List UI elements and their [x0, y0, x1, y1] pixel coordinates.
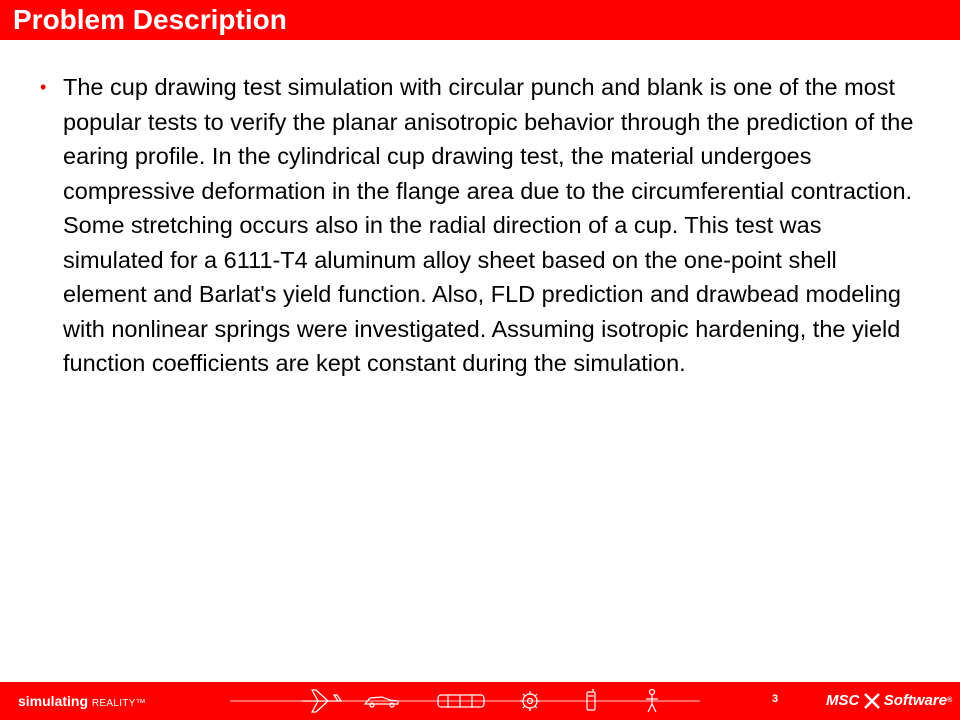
logo-software: Software — [883, 692, 948, 709]
logo-msc: MSC — [826, 692, 860, 709]
tagline-reality: REALITY™ — [91, 698, 146, 709]
title-bar — [0, 0, 960, 40]
msc-software-logo — [826, 690, 952, 712]
bullet-marker: • — [40, 77, 47, 97]
body-paragraph: The cup drawing test simulation with circular punch and blank is one of the most popular tests to verify the planar anisotropic behavior through the prediction of the earing profile. In the cylindrical cup drawing test, the material undergoes compressive deformation in the flange area due to the circumferential contraction. Some stretching occurs also in the radial direction of a cup. This test was simulated for a 6111-T4 aluminum alloy sheet based on the one-point shell element and Barlat's yield function. Also, FLD prediction and drawbead modeling with nonlinear springs were investigated. Assuming isotropic hardening, the yield function coefficients are kept constant during the simulation. — [63, 74, 914, 376]
car-icon — [365, 697, 398, 707]
slide-body — [40, 70, 920, 381]
logo-registered-mark: ® — [947, 697, 953, 704]
logo-x-mark-icon — [864, 692, 880, 710]
footer-icon-strip — [230, 686, 700, 716]
slide-title: Problem Description — [13, 4, 287, 35]
airplane-icon — [302, 690, 342, 712]
tagline-simulating: simulating — [18, 693, 89, 709]
footer-bar — [0, 682, 960, 720]
phone-icon — [587, 689, 595, 710]
page-number: 3 — [771, 693, 779, 705]
footer-tagline — [18, 692, 146, 713]
